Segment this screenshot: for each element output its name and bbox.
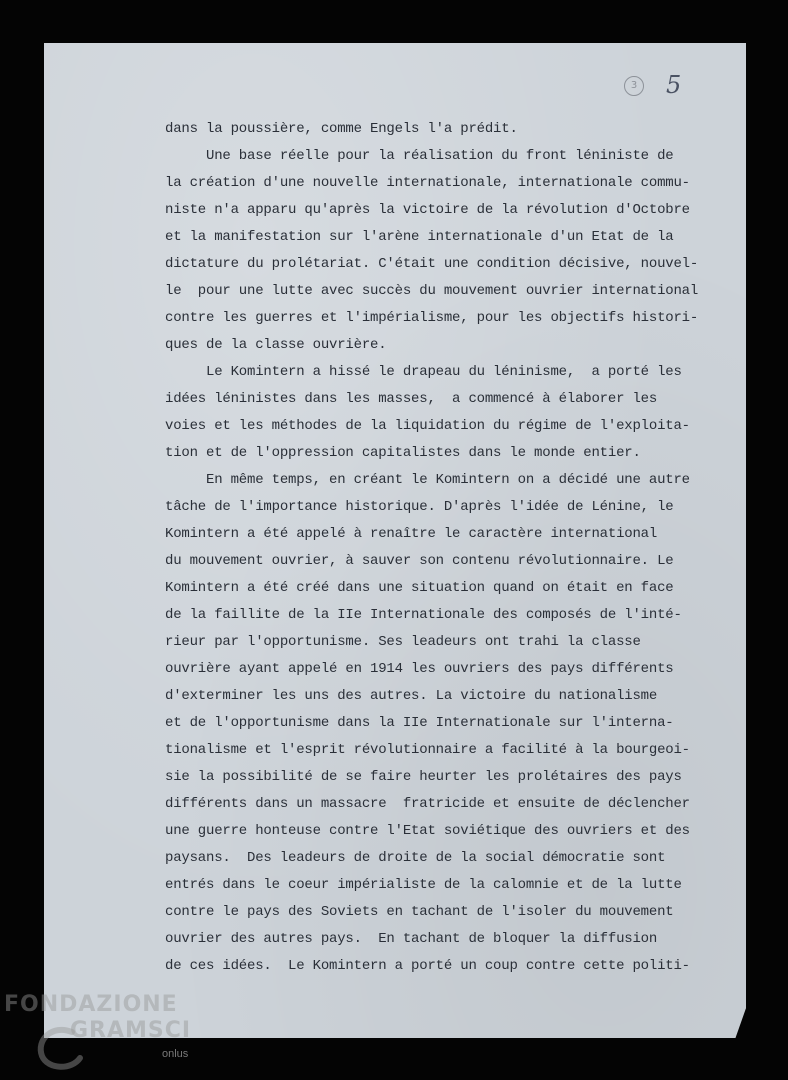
handwritten-page-number: 5 bbox=[666, 71, 682, 99]
text-line: Komintern a été appelé à renaître le caractère international bbox=[165, 526, 658, 542]
text-line: et de l'opportunisme dans la IIe Internationale sur l'interna- bbox=[165, 715, 674, 731]
text-line: de ces idées. Le Komintern a porté un coup contre cette politi- bbox=[165, 958, 690, 974]
text-line: rieur par l'opportunisme. Ses leadeurs ont trahi la classe bbox=[165, 634, 641, 650]
text-line: voies et les méthodes de la liquidation du régime de l'exploita- bbox=[165, 418, 690, 434]
circled-page-number: 3 bbox=[624, 76, 644, 96]
text-line: ouvrier des autres pays. En tachant de bloquer la diffusion bbox=[165, 931, 658, 947]
text-line: la création d'une nouvelle internationale, internationale commu- bbox=[165, 175, 690, 191]
text-line: tionalisme et l'esprit révolutionnaire a facilité à la bourgeoi- bbox=[165, 742, 690, 758]
text-line: entrés dans le coeur impérialiste de la calomnie et de la lutte bbox=[165, 877, 682, 893]
text-line: idées léninistes dans les masses, a commencé à élaborer les bbox=[165, 391, 658, 407]
text-line: paysans. Des leadeurs de droite de la social démocratie sont bbox=[165, 850, 666, 866]
text-line: et la manifestation sur l'arène internationale d'un Etat de la bbox=[165, 229, 674, 245]
text-line: ouvrière ayant appelé en 1914 les ouvriers des pays différents bbox=[165, 661, 674, 677]
typewritten-text bbox=[165, 116, 745, 980]
text-line: Komintern a été créé dans une situation quand on était en face bbox=[165, 580, 674, 596]
text-line: dictature du prolétariat. C'était une condition décisive, nouvel- bbox=[165, 256, 699, 272]
text-line: contre les guerres et l'impérialisme, pour les objectifs histori- bbox=[165, 310, 699, 326]
text-line: le pour une lutte avec succès du mouvement ouvrier international bbox=[165, 283, 699, 299]
watermark-line1: FONDAZIONE bbox=[4, 992, 178, 1017]
watermark-line2: GRAMSCI bbox=[70, 1018, 192, 1043]
text-line: ques de la classe ouvrière. bbox=[165, 337, 387, 353]
watermark-onlus: onlus bbox=[162, 1048, 189, 1060]
text-line: de la faillite de la IIe Internationale des composés de l'inté- bbox=[165, 607, 682, 623]
text-line: d'exterminer les uns des autres. La victoire du nationalisme bbox=[165, 688, 658, 704]
text-line: Une base réelle pour la réalisation du front léniniste de bbox=[165, 148, 674, 164]
text-line: différents dans un massacre fratricide et ensuite de déclencher bbox=[165, 796, 690, 812]
page-number-marks bbox=[624, 72, 704, 106]
text-line: En même temps, en créant le Komintern on a décidé une autre bbox=[165, 472, 690, 488]
text-line: Le Komintern a hissé le drapeau du léninisme, a porté les bbox=[165, 364, 682, 380]
text-line: tâche de l'importance historique. D'après l'idée de Lénine, le bbox=[165, 499, 674, 515]
text-line: sie la possibilité de se faire heurter les prolétaires des pays bbox=[165, 769, 682, 785]
text-line: tion et de l'oppression capitalistes dans le monde entier. bbox=[165, 445, 641, 461]
text-line: une guerre honteuse contre l'Etat soviétique des ouvriers et des bbox=[165, 823, 690, 839]
text-line: niste n'a apparu qu'après la victoire de la révolution d'Octobre bbox=[165, 202, 690, 218]
text-line: du mouvement ouvrier, à sauver son contenu révolutionnaire. Le bbox=[165, 553, 674, 569]
text-line: contre le pays des Soviets en tachant de l'isoler du mouvement bbox=[165, 904, 674, 920]
text-line: dans la poussière, comme Engels l'a prédit. bbox=[165, 121, 518, 137]
